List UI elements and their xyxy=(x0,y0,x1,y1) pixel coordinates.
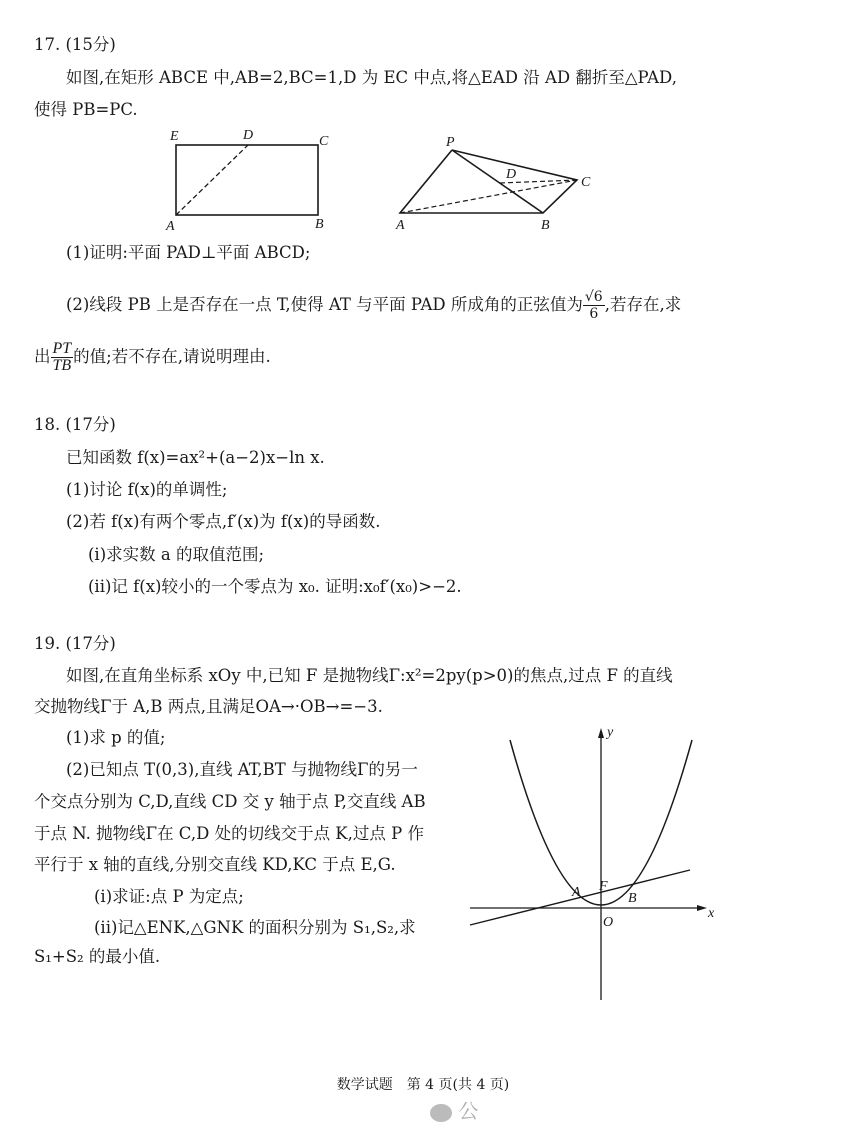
page-footer: 数学试题 第 4 页(共 4 页) xyxy=(336,1077,510,1093)
label-A: A xyxy=(166,219,175,234)
axis-label-x: x xyxy=(708,906,715,921)
q19-stem-line1: 如图,在直角坐标系 xOy 中,已知 F 是抛物线Γ:x²=2py(p>0)的焦点,过点 F 的直线 xyxy=(66,666,673,685)
q19-part2-line1: (2)已知点 T(0,3),直线 AT,BT 与抛物线Γ的另一 xyxy=(66,760,418,779)
q18-header: 18. (17分) xyxy=(34,415,116,434)
pyramid-figure xyxy=(395,135,591,233)
q19-part2-i: (i)求证:点 P 为定点; xyxy=(94,887,244,906)
q18-stem: 已知函数 f(x)=ax²+(a−2)x−ln x. xyxy=(66,448,325,467)
q18-part1: (1)讨论 f(x)的单调性; xyxy=(66,480,228,499)
q19-stem-line2: 交抛物线Γ于 A,B 两点,且满足OA→·OB→=−3. xyxy=(34,697,383,716)
label-P: P xyxy=(446,135,455,150)
wechat-icon xyxy=(430,1104,452,1122)
q17-part1: (1)证明:平面 PAD⊥平面 ABCD; xyxy=(66,243,311,262)
q17-stem-line1: 如图,在矩形 ABCE 中,AB=2,BC=1,D 为 EC 中点,将△EAD 沿 AD 翻折至△PAD, xyxy=(66,68,677,87)
label-D: D xyxy=(243,128,254,143)
parabola-graph xyxy=(470,725,715,1000)
q17-part2-cont: 出 $\frac{PT}{TB}$ 的值;若不存在,请说明理由. xyxy=(34,340,271,374)
label-F: F xyxy=(599,879,608,894)
label-B: B xyxy=(541,218,550,233)
fraction-sqrt6-over-6: $\frac{√6}{6}$ xyxy=(584,289,603,322)
q17-part2 xyxy=(66,289,681,322)
label-C: C xyxy=(581,175,591,190)
q17-header: 17. (15分) xyxy=(34,35,116,54)
q17-part2-text-b: ,若存在,求 xyxy=(604,295,682,314)
q17-stem-line2: 使得 PB=PC. xyxy=(34,100,138,119)
watermark: 公 xyxy=(430,1095,478,1124)
q19-header: 19. (17分) xyxy=(34,634,116,653)
q19-part1: (1)求 p 的值; xyxy=(66,728,166,747)
q18-part2-ii: (ii)记 f(x)较小的一个零点为 x₀. 证明:x₀f′(x₀)>−2. xyxy=(88,577,462,596)
label-A: A xyxy=(572,885,581,900)
label-B: B xyxy=(628,891,637,906)
label-D: D xyxy=(506,167,517,182)
q19-part2-line3: 于点 N. 抛物线Γ在 C,D 处的切线交于点 K,过点 P 作 xyxy=(34,824,424,843)
q17-part2-text: (2)线段 PB 上是否存在一点 T,使得 AT 与平面 PAD 所成角的正弦值为 xyxy=(66,295,583,314)
q19-part2-ii: (ii)记△ENK,△GNK 的面积分别为 S₁,S₂,求 xyxy=(94,918,416,937)
q19-part2-line2: 个交点分别为 C,D,直线 CD 交 y 轴于点 P,交直线 AB xyxy=(34,792,426,811)
label-O: O xyxy=(603,915,614,930)
fraction-PT-over-TB: $\frac{PT}{TB}$ xyxy=(52,340,72,374)
q18-part2-i: (i)求实数 a 的取值范围; xyxy=(88,545,265,564)
label-C: C xyxy=(319,134,329,149)
q19-part2-line4: 平行于 x 轴的直线,分别交直线 KD,KC 于点 E,G. xyxy=(34,855,396,874)
label-A: A xyxy=(396,218,405,233)
rectangle-figure xyxy=(165,128,329,234)
q18-part2: (2)若 f(x)有两个零点,f′(x)为 f(x)的导函数. xyxy=(66,512,381,531)
axis-label-y: y xyxy=(607,725,614,740)
q19-part2-ii-cont: S₁+S₂ 的最小值. xyxy=(34,947,161,966)
label-E: E xyxy=(170,129,179,144)
label-B: B xyxy=(315,217,324,232)
